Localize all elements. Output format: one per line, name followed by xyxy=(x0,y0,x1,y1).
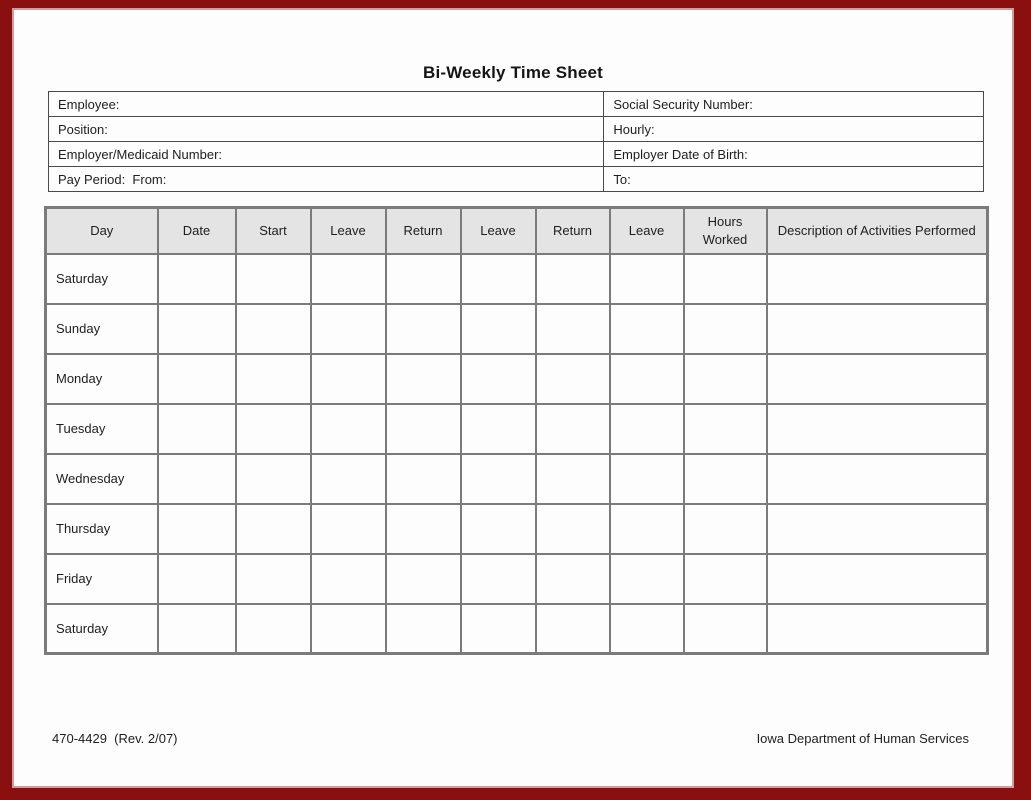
day-label: Saturday xyxy=(46,604,158,654)
info-field-label: Position: xyxy=(49,117,604,142)
empty-cell xyxy=(461,404,536,454)
form-page xyxy=(14,10,1012,786)
form-number: 470-4429 (Rev. 2/07) xyxy=(52,731,178,746)
empty-cell xyxy=(386,404,461,454)
empty-cell xyxy=(767,504,988,554)
timesheet-header-row xyxy=(46,208,988,254)
empty-cell xyxy=(684,554,767,604)
empty-cell xyxy=(684,254,767,304)
empty-cell xyxy=(158,604,236,654)
empty-cell xyxy=(158,404,236,454)
empty-cell xyxy=(311,504,386,554)
empty-cell xyxy=(461,354,536,404)
empty-cell xyxy=(767,404,988,454)
timesheet-row-wednesday-5 xyxy=(46,454,988,504)
empty-cell xyxy=(386,304,461,354)
empty-cell xyxy=(767,354,988,404)
empty-cell xyxy=(386,254,461,304)
info-row xyxy=(49,92,984,117)
day-label: Saturday xyxy=(46,254,158,304)
info-row xyxy=(49,142,984,167)
empty-cell xyxy=(684,404,767,454)
empty-cell xyxy=(610,554,684,604)
empty-cell xyxy=(386,354,461,404)
day-label: Tuesday xyxy=(46,404,158,454)
timesheet-row-sunday-2 xyxy=(46,304,988,354)
timesheet-row-thursday-6 xyxy=(46,504,988,554)
empty-cell xyxy=(684,454,767,504)
column-header-leave-3: Leave xyxy=(610,208,684,254)
info-field-label: Employee: xyxy=(49,92,604,117)
empty-cell xyxy=(767,304,988,354)
empty-cell xyxy=(386,554,461,604)
empty-cell xyxy=(311,604,386,654)
day-label: Thursday xyxy=(46,504,158,554)
empty-cell xyxy=(236,554,311,604)
empty-cell xyxy=(386,504,461,554)
timesheet-row-tuesday-4 xyxy=(46,404,988,454)
column-header-description-of-activities-performed: Description of Activities Performed xyxy=(767,208,988,254)
empty-cell xyxy=(236,254,311,304)
timesheet-row-saturday-1 xyxy=(46,254,988,304)
empty-cell xyxy=(610,254,684,304)
info-field-label: To: xyxy=(604,167,984,192)
column-header-day: Day xyxy=(46,208,158,254)
empty-cell xyxy=(536,454,610,504)
empty-cell xyxy=(610,404,684,454)
empty-cell xyxy=(236,354,311,404)
empty-cell xyxy=(536,404,610,454)
empty-cell xyxy=(311,304,386,354)
empty-cell xyxy=(461,254,536,304)
info-row xyxy=(49,117,984,142)
empty-cell xyxy=(158,504,236,554)
empty-cell xyxy=(610,504,684,554)
empty-cell xyxy=(536,254,610,304)
empty-cell xyxy=(767,254,988,304)
empty-cell xyxy=(158,304,236,354)
day-label: Wednesday xyxy=(46,454,158,504)
empty-cell xyxy=(236,604,311,654)
empty-cell xyxy=(461,304,536,354)
empty-cell xyxy=(311,354,386,404)
column-header-start: Start xyxy=(236,208,311,254)
info-row xyxy=(49,167,984,192)
empty-cell xyxy=(311,554,386,604)
agency-name: Iowa Department of Human Services xyxy=(756,731,969,746)
form-title: Bi-Weekly Time Sheet xyxy=(422,63,604,82)
timesheet-row-monday-3 xyxy=(46,354,988,404)
empty-cell xyxy=(158,554,236,604)
info-field-label: Employer Date of Birth: xyxy=(604,142,984,167)
empty-cell xyxy=(610,304,684,354)
empty-cell xyxy=(684,354,767,404)
empty-cell xyxy=(311,254,386,304)
empty-cell xyxy=(158,354,236,404)
empty-cell xyxy=(386,604,461,654)
empty-cell xyxy=(767,604,988,654)
column-header-hours-worked: Hours Worked xyxy=(684,208,767,254)
empty-cell xyxy=(610,604,684,654)
info-field-label: Social Security Number: xyxy=(604,92,984,117)
empty-cell xyxy=(236,304,311,354)
empty-cell xyxy=(767,454,988,504)
empty-cell xyxy=(461,554,536,604)
empty-cell xyxy=(236,404,311,454)
timesheet-body xyxy=(46,254,988,654)
empty-cell xyxy=(158,254,236,304)
empty-cell xyxy=(684,504,767,554)
day-label: Sunday xyxy=(46,304,158,354)
timesheet-table xyxy=(44,206,989,655)
empty-cell xyxy=(536,604,610,654)
empty-cell xyxy=(461,504,536,554)
timesheet-row-saturday-8 xyxy=(46,604,988,654)
empty-cell xyxy=(536,304,610,354)
column-header-return: Return xyxy=(386,208,461,254)
empty-cell xyxy=(236,454,311,504)
empty-cell xyxy=(461,454,536,504)
empty-cell xyxy=(536,504,610,554)
info-field-label: Pay Period: From: xyxy=(49,167,604,192)
empty-cell xyxy=(767,554,988,604)
empty-cell xyxy=(311,454,386,504)
info-table-body xyxy=(49,92,984,192)
info-field-label: Employer/Medicaid Number: xyxy=(49,142,604,167)
empty-cell xyxy=(158,454,236,504)
empty-cell xyxy=(610,354,684,404)
day-label: Friday xyxy=(46,554,158,604)
column-header-leave: Leave xyxy=(311,208,386,254)
empty-cell xyxy=(684,604,767,654)
day-label: Monday xyxy=(46,354,158,404)
empty-cell xyxy=(386,454,461,504)
timesheet-row-friday-7 xyxy=(46,554,988,604)
empty-cell xyxy=(461,604,536,654)
column-header-leave-2: Leave xyxy=(461,208,536,254)
employee-info-table xyxy=(48,91,984,192)
empty-cell xyxy=(536,354,610,404)
column-header-return-2: Return xyxy=(536,208,610,254)
empty-cell xyxy=(311,404,386,454)
column-header-date: Date xyxy=(158,208,236,254)
empty-cell xyxy=(536,554,610,604)
empty-cell xyxy=(610,454,684,504)
empty-cell xyxy=(684,304,767,354)
info-field-label: Hourly: xyxy=(604,117,984,142)
empty-cell xyxy=(236,504,311,554)
